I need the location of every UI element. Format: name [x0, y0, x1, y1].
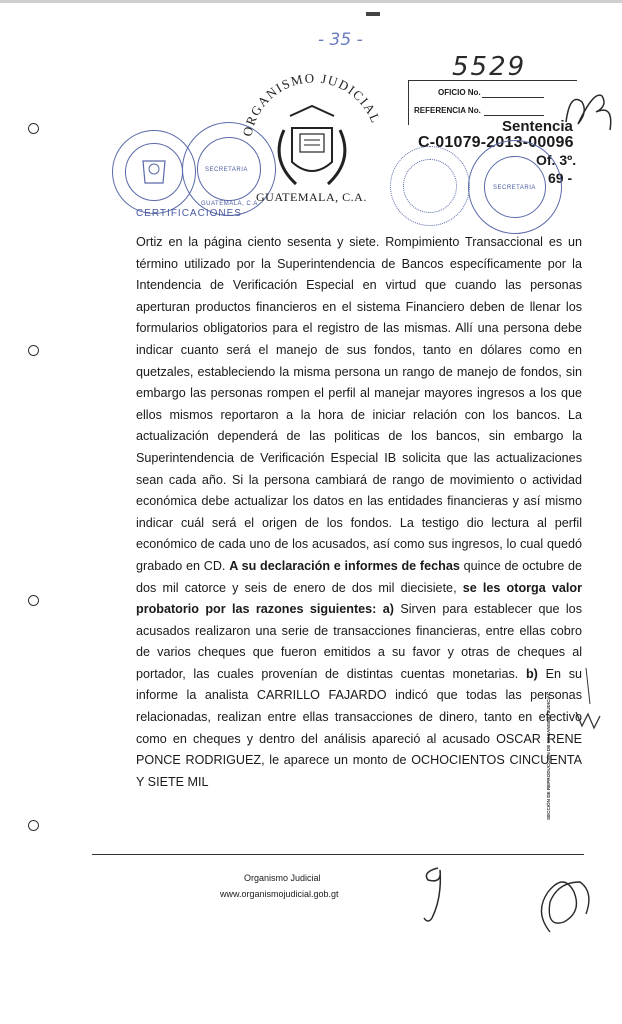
court-seal-right-2: [468, 140, 562, 234]
body-text-3: Sirven para establecer que los acusados realizaron una serie de transacciones financieras, entre ellas cobro de varios cheques que fueron emitidos a su favor y otras de cheques al portador, las cuales provenían de distintas cuentas monetarias.: [136, 602, 582, 681]
footer-org: Organismo Judicial: [244, 873, 321, 883]
referencia-line: [484, 115, 544, 116]
binder-hole: [28, 345, 39, 356]
oficio-line: [482, 97, 544, 98]
seal-guatemala-label: GUATEMALA, C.A.: [201, 201, 261, 207]
initials-bottom-right: [530, 862, 600, 942]
letterhead-location: GUATEMALA, C.A.: [256, 190, 367, 204]
footer-divider: [92, 854, 584, 855]
logo-arc-text: ORGANISMO JUDICIAL: [239, 70, 384, 138]
seal-secretaria-label: SECRETARIA: [205, 167, 248, 173]
referencia-label: REFERENCIA No.: [414, 106, 481, 115]
handwritten-folio: 5529: [452, 52, 527, 82]
body-text-1: Ortiz en la página ciento sesenta y siete. Rompimiento Transaccional es un término utilizado por la Superintendencia de Bancos específicamente por la Intendencia de Verificación Especial en virtud que cuando las personas aperturan productos financieros en el sistema Financiero deben de llenar los formularios obligatorios para el registro de las mismas. Allí una persona debe indicar cuanto será el manejo de sus fondos, tanto en dólares como en quetzales, estableciendo la misma persona un rango de manejo de fondos, sin embargo las personas rompen el perfil al manejar mayores ingresos a los que ellos mismos reportaron a la hora de iniciar relación con los bancos. La actualización dependerá de las politicas de los bancos, sin embargo la Superintendencia de Verificación Especial IB solicita que las actualizaciones sean cada año. Si la persona cambiará de rango de movimiento o actividad económica debe actualizar los datos en las entidades financieras y así mismo indicar cuál será el origen de los fondos. La testigo dio lectura al perfil económico de cada uno de los acusados, así como sus ingresos, lo cual quedó grabado en CD.: [136, 235, 582, 573]
binder-hole: [28, 595, 39, 606]
signature-bottom: [402, 858, 472, 928]
oficio-label: OFICIO No.: [438, 88, 481, 97]
margin-vertical-note: SECCIÓN DE REPRODUCCIÓN DE ORGANISMO JUDICIAL: [546, 692, 551, 820]
office-label: Of. 3º.: [536, 152, 577, 168]
body-bold-3: b): [525, 666, 538, 681]
body-bold-2: se les otorga valor probatorio por las razones siguientes: a): [136, 580, 582, 617]
page-reference: 69 -: [548, 170, 573, 186]
body-text-2: quince de octubre de dos mil catorce y seis de enero de dos mil diecisiete,: [136, 558, 582, 595]
sentencia-label: Sentencia: [502, 118, 573, 135]
case-number: C-01079-2013-00096: [418, 134, 574, 151]
certificaciones-label: CERTIFICACIONES: [136, 208, 242, 219]
footer-url[interactable]: www.organismojudicial.gob.gt: [220, 889, 339, 899]
seal-right-secretaria: SECRETARIA: [493, 185, 536, 191]
page-number: - 35 -: [318, 30, 363, 50]
scan-mark: [366, 12, 380, 16]
margin-handwritten-mark: [572, 664, 612, 744]
body-text-4: En su informe la analista CARRILLO FAJARDO indicó que todas las personas relacionadas, realizan entre ellas transacciones de dinero, tanto en efectivo como en cheques y dentro del análisis apareció al acusado OSCAR RENE PONCE RODRIGUEZ, le aparece un monto de OCHOCIENTOS CINCUENTA Y SIETE MIL: [136, 666, 582, 789]
organismo-judicial-logo: [226, 70, 396, 200]
scan-top-edge: [0, 0, 622, 3]
body-bold-1: A su declaración e informes de fechas: [229, 558, 460, 573]
court-seal-right-1: [390, 146, 470, 226]
body-paragraph: [136, 232, 582, 793]
binder-hole: [28, 123, 39, 134]
binder-hole: [28, 820, 39, 831]
signature-top-right: [558, 82, 618, 142]
